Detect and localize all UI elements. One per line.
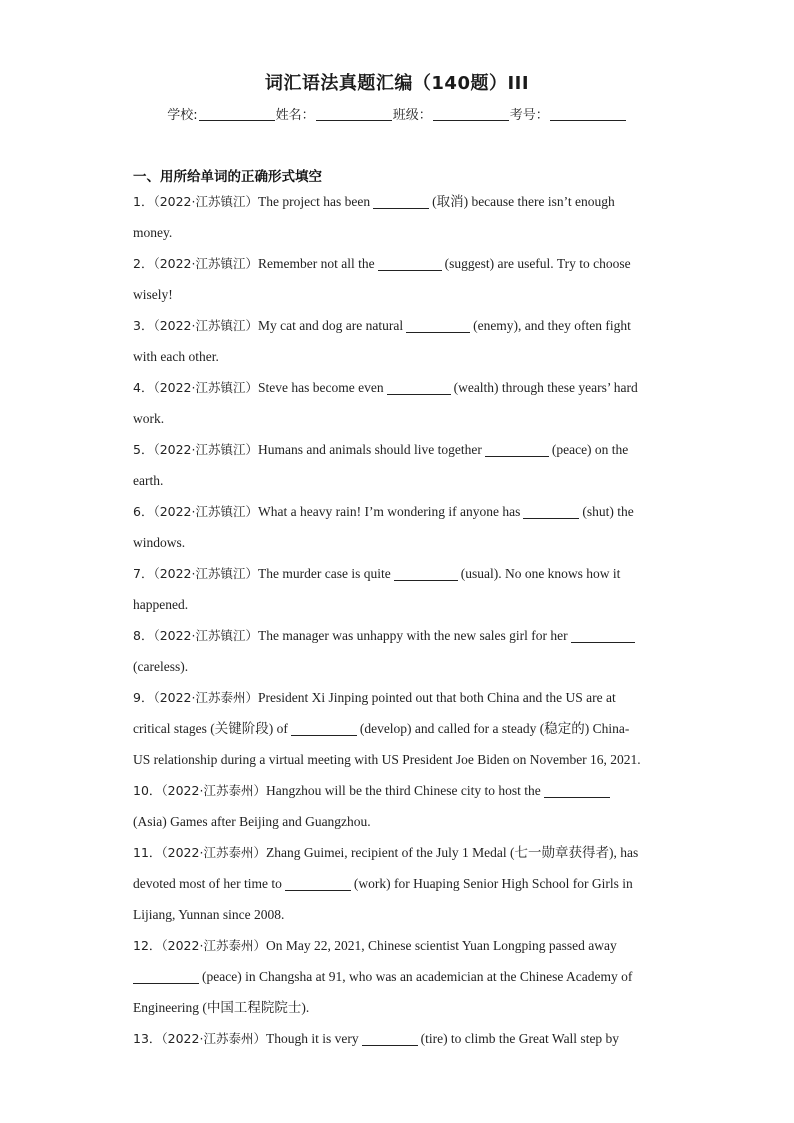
question-list	[133, 186, 663, 1054]
question-11-line-2	[133, 868, 663, 899]
question-source: （2022·江苏镇江）	[153, 566, 258, 581]
question-text: money.	[133, 225, 173, 240]
question-text: The murder case is quite	[258, 566, 391, 581]
question-number: 11．	[133, 845, 162, 860]
question-6-line-1	[133, 496, 663, 527]
question-source: （2022·江苏镇江）	[153, 318, 258, 333]
question-text: Steve has become even	[258, 380, 384, 395]
question-source: （2022·江苏泰州）	[161, 938, 266, 953]
question-2-line-2	[133, 279, 663, 310]
question-text: Hangzhou will be the third Chinese city to host the	[265, 783, 541, 798]
answer-blank[interactable]	[523, 504, 579, 519]
question-text: with each other.	[133, 349, 219, 364]
question-source: （2022·江苏镇江）	[153, 628, 258, 643]
question-9-line-1	[133, 682, 663, 713]
question-text: The manager was unhappy with the new sales girl for her	[258, 628, 568, 643]
question-number: 5．	[133, 442, 154, 457]
section-heading: 一、用所给单词的正确形式填空	[133, 169, 322, 185]
question-10-line-1	[133, 775, 663, 806]
question-text: windows.	[133, 535, 186, 550]
question-text: On May 22, 2021, Chinese scientist Yuan Longping passed away	[265, 938, 617, 953]
question-text: (work) for Huaping Senior High School for Girls in	[353, 876, 633, 891]
question-text: Humans and animals should live together	[258, 442, 482, 457]
student-info-line	[0, 104, 794, 123]
question-text: My cat and dog are natural	[258, 318, 404, 333]
name-blank[interactable]	[316, 108, 392, 121]
question-7-line-1	[133, 558, 663, 589]
question-10-line-2	[133, 806, 663, 837]
question-text: devoted most of her time to	[133, 876, 282, 891]
question-text: US relationship during a virtual meeting with US President Joe Biden on November 16, 2021.	[133, 752, 641, 767]
class-blank[interactable]	[433, 108, 509, 121]
answer-blank[interactable]	[544, 783, 610, 798]
question-12-line-3	[133, 992, 663, 1023]
question-1-line-2	[133, 217, 663, 248]
answer-blank[interactable]	[291, 721, 357, 736]
question-text: Though it is very	[265, 1031, 359, 1046]
document-title: 词汇语法真题汇编（140题）III	[264, 73, 530, 94]
question-12-line-2	[133, 961, 663, 992]
question-text: (careless).	[133, 659, 189, 674]
question-number: 4．	[133, 380, 154, 395]
question-11-line-3	[133, 899, 663, 930]
question-text: (enemy), and they often fight	[473, 318, 631, 333]
question-5-line-2	[133, 465, 663, 496]
question-text: (取消) because there isn’t enough	[432, 194, 615, 209]
question-11-line-1	[133, 837, 663, 868]
question-number: 8．	[133, 628, 154, 643]
question-text: (shut) the	[582, 504, 634, 519]
question-source: （2022·江苏镇江）	[153, 442, 258, 457]
question-source: （2022·江苏镇江）	[153, 380, 258, 395]
answer-blank[interactable]	[387, 380, 451, 395]
question-9-line-3	[133, 744, 663, 775]
question-text: What a heavy rain! I’m wondering if anyone has	[258, 504, 521, 519]
question-text: The project has been	[258, 194, 371, 209]
question-number: 1．	[133, 194, 154, 209]
question-8-line-2	[133, 651, 663, 682]
question-text: (Asia) Games after Beijing and Guangzhou.	[133, 814, 371, 829]
question-number: 7．	[133, 566, 154, 581]
question-2-line-1	[133, 248, 663, 279]
question-text: (suggest) are useful. Try to choose	[444, 256, 631, 271]
question-source: （2022·江苏泰州）	[153, 690, 258, 705]
question-text: (peace) in Changsha at 91, who was an academician at the Chinese Academy of	[202, 969, 633, 984]
question-source: （2022·江苏泰州）	[161, 783, 266, 798]
question-12-line-1	[133, 930, 663, 961]
question-number: 2．	[133, 256, 154, 271]
question-4-line-2	[133, 403, 663, 434]
answer-blank[interactable]	[362, 1031, 418, 1046]
question-number: 3．	[133, 318, 154, 333]
answer-blank[interactable]	[394, 566, 458, 581]
question-text: work.	[133, 411, 165, 426]
question-text: Zhang Guimei, recipient of the July 1 Medal (七一勋章获得者), has	[265, 845, 639, 860]
question-1-line-1	[133, 186, 663, 217]
question-source: （2022·江苏镇江）	[153, 504, 258, 519]
question-text: Engineering (中国工程院院士).	[133, 1000, 310, 1015]
answer-blank[interactable]	[133, 969, 199, 984]
question-6-line-2	[133, 527, 663, 558]
question-3-line-2	[133, 341, 663, 372]
answer-blank[interactable]	[571, 628, 635, 643]
question-text: (peace) on the	[551, 442, 629, 457]
question-7-line-2	[133, 589, 663, 620]
question-4-line-1	[133, 372, 663, 403]
question-text: (develop) and called for a steady (稳定的) China-	[359, 721, 630, 736]
question-text: (wealth) through these years’ hard	[453, 380, 638, 395]
exam-no-blank[interactable]	[550, 108, 626, 121]
answer-blank[interactable]	[485, 442, 549, 457]
answer-blank[interactable]	[406, 318, 470, 333]
question-number: 13．	[133, 1031, 162, 1046]
question-text: earth.	[133, 473, 164, 488]
question-9-line-2	[133, 713, 663, 744]
question-text: wisely!	[133, 287, 173, 302]
question-text: (usual). No one knows how it	[460, 566, 621, 581]
answer-blank[interactable]	[373, 194, 429, 209]
question-text: Remember not all the	[258, 256, 375, 271]
school-label: 学校:	[167, 108, 198, 123]
question-number: 12．	[133, 938, 162, 953]
question-source: （2022·江苏镇江）	[153, 194, 258, 209]
question-number: 10．	[133, 783, 162, 798]
question-number: 6．	[133, 504, 154, 519]
question-text: Lijiang, Yunnan since 2008.	[133, 907, 285, 922]
school-blank[interactable]	[199, 108, 275, 121]
question-source: （2022·江苏镇江）	[153, 256, 258, 271]
question-13-line-1	[133, 1023, 663, 1054]
question-5-line-1	[133, 434, 663, 465]
exam-no-label: 考号：	[509, 108, 549, 123]
question-text: President Xi Jinping pointed out that both China and the US are at	[258, 690, 616, 705]
question-3-line-1	[133, 310, 663, 341]
question-text: happened.	[133, 597, 189, 612]
answer-blank[interactable]	[378, 256, 442, 271]
answer-blank[interactable]	[285, 876, 351, 891]
class-label: 班级：	[392, 108, 432, 123]
question-source: （2022·江苏泰州）	[161, 845, 266, 860]
question-number: 9．	[133, 690, 154, 705]
question-source: （2022·江苏泰州）	[161, 1031, 266, 1046]
question-8-line-1	[133, 620, 663, 651]
question-text: critical stages (关键阶段) of	[133, 721, 288, 736]
question-text: (tire) to climb the Great Wall step by	[420, 1031, 620, 1046]
name-label: 姓名：	[275, 108, 315, 123]
